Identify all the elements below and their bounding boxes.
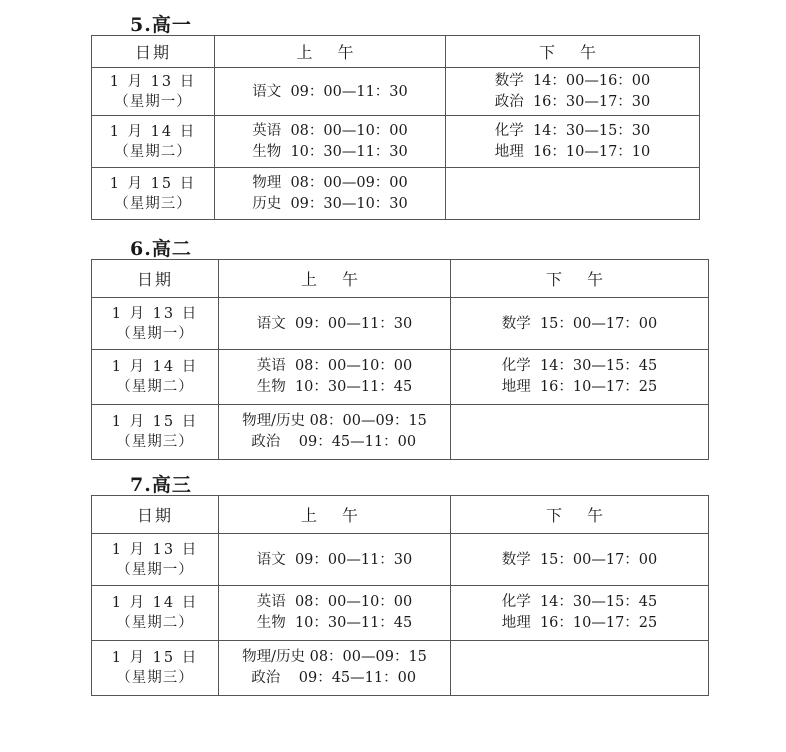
exam-entry: 地理 16：10—17：25 (501, 379, 658, 395)
exam-entry: 数学 15：00—17：00 (501, 551, 658, 568)
weekday-text: （星期三） (114, 195, 192, 212)
afternoon-cell (451, 534, 709, 586)
date-cell (92, 68, 215, 116)
weekday-text: （星期二） (114, 143, 192, 160)
afternoon-cell (451, 298, 709, 350)
date-text: 1 月 14 日 (109, 123, 197, 140)
morning-cell (215, 116, 446, 168)
exam-entry: 语文 09：00—11：30 (256, 315, 413, 332)
exam-entry: 物理 08：00—09：00 (252, 174, 408, 191)
exam-entry: 生物 10：30—11：45 (256, 379, 413, 395)
header-date: 日期 (92, 260, 219, 298)
exam-entry: 语文 09：00—11：30 (256, 551, 413, 568)
weekday-text: （星期三） (116, 434, 194, 450)
weekday-text: （星期一） (116, 325, 194, 342)
section-title: 6.高二 (130, 238, 192, 260)
exam-entry: 数学 14：00—16：00 (494, 72, 651, 89)
afternoon-cell (446, 116, 700, 168)
header-morning: 上 午 (219, 496, 451, 534)
exam-entry: 地理 16：10—17：25 (501, 615, 658, 631)
date-cell (92, 405, 219, 460)
header-afternoon: 下 午 (451, 496, 709, 534)
exam-schedule-table (91, 35, 700, 220)
exam-schedule-table (91, 495, 709, 696)
exam-entry: 政治 16：30—17：30 (494, 93, 651, 110)
header-date: 日期 (92, 36, 215, 68)
weekday-text: （星期三） (116, 670, 194, 686)
exam-entry: 英语 08：00—10：00 (256, 358, 413, 374)
afternoon-cell (451, 405, 709, 460)
date-cell (92, 586, 219, 641)
section-title: 5.高一 (130, 14, 192, 36)
date-cell (92, 298, 219, 350)
date-text: 1 月 15 日 (109, 175, 197, 192)
afternoon-cell (451, 350, 709, 405)
exam-entry: 化学 14：30—15：45 (501, 594, 658, 610)
weekday-text: （星期一） (116, 561, 194, 578)
date-text: 1 月 13 日 (109, 73, 197, 90)
exam-entry: 地理 16：10—17：10 (494, 143, 651, 160)
morning-cell (219, 350, 451, 405)
date-text: 1 月 15 日 (111, 414, 199, 430)
exam-entry: 历史 09：30—10：30 (252, 195, 408, 212)
exam-entry: 数学 15：00—17：00 (501, 315, 658, 332)
exam-entry: 英语 08：00—10：00 (252, 122, 408, 139)
afternoon-cell (446, 68, 700, 116)
morning-cell (219, 298, 451, 350)
morning-cell (219, 534, 451, 586)
weekday-text: （星期一） (114, 93, 192, 110)
date-cell (92, 116, 215, 168)
exam-entry: 政治 09：45—11：00 (242, 670, 417, 686)
header-morning: 上 午 (219, 260, 451, 298)
afternoon-cell (451, 641, 709, 696)
morning-cell (219, 405, 451, 460)
morning-cell (219, 586, 451, 641)
header-afternoon: 下 午 (446, 36, 700, 68)
exam-entry: 生物 10：30—11：45 (256, 615, 413, 631)
morning-cell (219, 641, 451, 696)
date-text: 1 月 14 日 (111, 359, 199, 375)
exam-entry: 物理/历史 08：00—09：15 (242, 413, 427, 429)
weekday-text: （星期二） (116, 615, 194, 631)
header-date: 日期 (92, 496, 219, 534)
exam-entry: 语文 09：00—11：30 (252, 83, 408, 100)
date-text: 1 月 15 日 (111, 650, 199, 666)
exam-entry: 生物 10：30—11：30 (252, 143, 408, 160)
date-text: 1 月 13 日 (111, 541, 199, 558)
exam-entry: 政治 09：45—11：00 (242, 434, 417, 450)
date-cell (92, 350, 219, 405)
date-text: 1 月 14 日 (111, 595, 199, 611)
afternoon-cell (451, 586, 709, 641)
date-cell (92, 168, 215, 220)
exam-entry: 物理/历史 08：00—09：15 (242, 649, 427, 665)
weekday-text: （星期二） (116, 379, 194, 395)
exam-entry: 化学 14：30—15：45 (501, 358, 658, 374)
date-cell (92, 641, 219, 696)
morning-cell (215, 68, 446, 116)
date-text: 1 月 13 日 (111, 305, 199, 322)
afternoon-cell (446, 168, 700, 220)
section-title: 7.高三 (130, 474, 192, 496)
exam-entry: 化学 14：30—15：30 (494, 122, 651, 139)
header-morning: 上 午 (215, 36, 446, 68)
exam-schedule-table (91, 259, 709, 460)
date-cell (92, 534, 219, 586)
morning-cell (215, 168, 446, 220)
exam-entry: 英语 08：00—10：00 (256, 594, 413, 610)
header-afternoon: 下 午 (451, 260, 709, 298)
